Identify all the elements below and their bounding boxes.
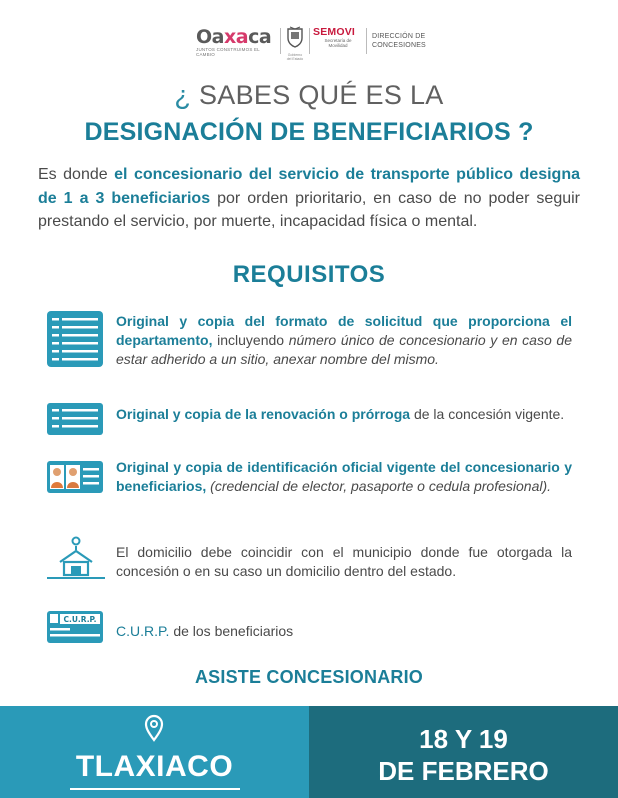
- logo-separator: [309, 28, 310, 54]
- id-card-icon: [46, 460, 104, 494]
- curp-card-text: C.U.R.P.: [63, 615, 97, 624]
- requirement-2: [116, 405, 572, 424]
- requirement-1: [116, 312, 572, 369]
- oaxaca-logo-text-end: ca: [248, 26, 272, 48]
- date-line2: DE FEBRERO: [378, 756, 549, 786]
- city-underline: [70, 788, 240, 790]
- requirement-4: El domicilio debe coincidir con el municipio donde fue otorgada la concesión o en su caso un domicilio dentro del estado.: [116, 544, 572, 579]
- requirement-2-bold: Original y copia de la renovación o prórroga: [116, 406, 411, 422]
- date-line1: 18 Y 19: [419, 724, 508, 754]
- logo-separator: [366, 28, 367, 54]
- shield-caption: Gobierno del Estado: [286, 53, 304, 61]
- oaxaca-logo-text-start: Oa: [196, 26, 224, 48]
- direccion-line2: CONCESIONES: [372, 42, 426, 49]
- direccion-line1: DIRECCIÓN DE: [372, 33, 426, 40]
- house-location-icon: [46, 536, 106, 580]
- footer-date-panel: [309, 706, 618, 798]
- city-name: TLAXIACO: [75, 750, 234, 783]
- title-line1-text: SABES QUÉ ES LA: [191, 80, 444, 110]
- oaxaca-logo: [196, 26, 278, 56]
- oaxaca-logo-tagline: JUNTOS CONSTRUIMOS EL CAMBIO: [196, 47, 260, 57]
- requirement-3: [116, 458, 572, 496]
- requirement-1-normal: incluyendo: [212, 332, 289, 348]
- intro-part2: por orden prioritario, en caso de no poder seguir prestando el servicio, por muerte, incapacidad física o mental.: [38, 189, 580, 230]
- title-question-mark: ¿: [174, 80, 192, 110]
- title-line1: [0, 80, 618, 111]
- form-document-icon: [46, 310, 104, 368]
- footer-city-panel: [0, 706, 309, 798]
- requirement-5-teal: C.U.R.P.: [116, 623, 170, 639]
- requirement-3-bold: Original y copia de identificación oficial vigente del concesionario y beneficiarios,: [116, 459, 572, 494]
- location-pin-icon: [144, 714, 164, 742]
- semovi-logo-name: SEMOVI: [313, 26, 356, 38]
- semovi-logo-line2: Movilidad: [328, 43, 348, 48]
- curp-card-icon: [46, 610, 104, 644]
- requisitos-title: REQUISITOS: [232, 261, 386, 288]
- state-shield-logo: [285, 26, 305, 61]
- requirement-5-normal: de los beneficiarios: [169, 623, 294, 639]
- direccion-concesiones-label: [372, 32, 426, 50]
- intro-highlight: el concesionario del servicio de transporte público designa de 1 a 3 beneficiarios: [38, 166, 580, 207]
- asiste-concesionario: ASISTE CONCESIONARIO: [194, 667, 424, 687]
- semovi-logo-line1: Secretaría de: [324, 38, 352, 43]
- intro-part1: Es donde: [38, 166, 115, 183]
- renewal-document-icon: [46, 402, 104, 436]
- header-logos: [0, 22, 618, 62]
- logo-separator: [280, 28, 281, 54]
- requirement-2-normal: de la concesión vigente.: [410, 406, 565, 422]
- shield-icon: [285, 26, 305, 48]
- requirement-1-bold: Original y copia del formato de solicitud que proporciona el departamento,: [116, 313, 572, 348]
- requirement-3-italic: (credencial de elector, pasaporte o cedula profesional).: [206, 478, 552, 494]
- intro-paragraph: [38, 163, 580, 234]
- requirement-1-italic: número único de concesionario y en caso de estar adherido a un sitio, anexar nombre del mismo.: [116, 332, 572, 367]
- requirement-5: [116, 622, 572, 641]
- title-line2: DESIGNACIÓN DE BENEFICIARIOS ?: [84, 118, 534, 146]
- semovi-logo: [313, 26, 363, 48]
- oaxaca-logo-text-mid: xa: [223, 26, 249, 48]
